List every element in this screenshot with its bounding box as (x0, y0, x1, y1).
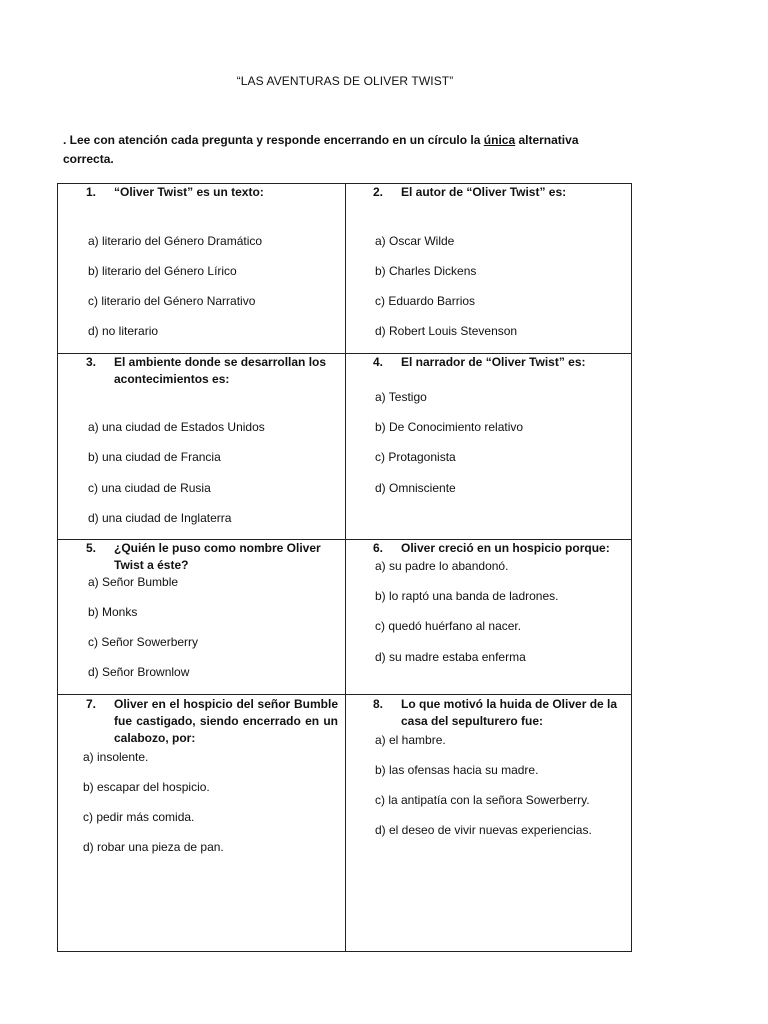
option-b: b) las ofensas hacia su madre. (375, 763, 539, 777)
option-d: d) una ciudad de Inglaterra (88, 511, 232, 525)
question-1 (86, 184, 336, 201)
option-d: d) Robert Louis Stevenson (375, 324, 518, 338)
option-a: a) insolente. (83, 750, 149, 764)
question-cell-3 (86, 354, 336, 539)
question-text: Oliver en el hospicio del señor Bumble fue castigado, siendo encerrado en un calabozo, por: (114, 697, 338, 745)
option-a: a) Testigo (375, 390, 427, 404)
question-text: El narrador de “Oliver Twist” es: (401, 355, 586, 369)
question-7 (86, 696, 338, 747)
question-cell-6 (373, 540, 623, 694)
document-title: “LAS AVENTURAS DE OLIVER TWIST” (236, 74, 454, 88)
option-b: b) lo raptó una banda de ladrones. (375, 589, 559, 603)
option-d: d) Señor Brownlow (88, 665, 190, 679)
option-c: c) la antipatía con la señora Sowerberry. (375, 793, 590, 807)
option-b: b) escapar del hospicio. (83, 780, 210, 794)
option-a: a) su padre lo abandonó. (375, 559, 509, 573)
question-2 (373, 184, 623, 201)
question-8 (373, 696, 625, 730)
option-c: c) quedó huérfano al nacer. (375, 619, 522, 633)
question-cell-4 (373, 354, 623, 539)
option-a: a) el hambre. (375, 733, 446, 747)
option-b: b) literario del Género Lírico (88, 264, 237, 278)
option-d: d) el deseo de vivir nuevas experiencias. (375, 823, 592, 837)
question-cell-1 (86, 184, 336, 353)
option-d: d) su madre estaba enferma (375, 650, 526, 664)
option-b: b) una ciudad de Francia (88, 450, 221, 464)
question-number: 5. (86, 541, 97, 555)
option-b: b) De Conocimiento relativo (375, 420, 524, 434)
option-a: a) literario del Género Dramático (88, 234, 263, 248)
question-number: 1. (86, 185, 97, 199)
question-text: ¿Quién le puso como nombre Oliver Twist a éste? (114, 541, 321, 572)
question-cell-2 (373, 184, 623, 353)
question-cell-7 (83, 695, 338, 951)
option-b: b) Charles Dickens (375, 264, 477, 278)
question-number: 4. (373, 355, 384, 369)
option-c: c) literario del Género Narrativo (88, 294, 256, 308)
option-b: b) Monks (88, 605, 138, 619)
question-number: 8. (373, 697, 384, 711)
option-c: c) Protagonista (375, 450, 456, 464)
question-6 (373, 540, 623, 557)
option-c: c) una ciudad de Rusia (88, 481, 211, 495)
question-5 (86, 540, 336, 574)
instructions-text-end: alternativa correcta. (63, 133, 579, 166)
question-cell-5 (86, 540, 336, 694)
option-d: d) Omnisciente (375, 481, 456, 495)
question-text: Oliver creció en un hospicio porque: (401, 541, 610, 555)
question-number: 3. (86, 355, 97, 369)
question-4 (373, 354, 623, 371)
question-text: El ambiente donde se desarrollan los acontecimientos es: (114, 355, 327, 386)
option-a: a) Señor Bumble (88, 575, 179, 589)
option-c: c) pedir más comida. (83, 810, 195, 824)
instructions (63, 131, 623, 169)
question-text: “Oliver Twist” es un texto: (114, 185, 264, 199)
question-number: 7. (86, 697, 97, 711)
question-number: 2. (373, 185, 384, 199)
column-divider (345, 184, 346, 951)
question-number: 6. (373, 541, 384, 555)
question-text: El autor de “Oliver Twist” es: (401, 185, 567, 199)
instructions-text: . Lee con atención cada pregunta y responde encerrando en un círculo la (63, 133, 484, 147)
questions-table (57, 183, 632, 952)
option-d: d) no literario (88, 324, 159, 338)
option-a: a) una ciudad de Estados Unidos (88, 420, 265, 434)
option-a: a) Oscar Wilde (375, 234, 455, 248)
question-3 (86, 354, 336, 388)
option-c: c) Eduardo Barrios (375, 294, 476, 308)
instructions-emphasis: única (483, 133, 516, 147)
question-text: Lo que motivó la huida de Oliver de la casa del sepulturero fue: (401, 697, 618, 728)
option-d: d) robar una pieza de pan. (83, 840, 224, 854)
option-c: c) Señor Sowerberry (88, 635, 199, 649)
question-cell-8 (373, 695, 625, 951)
